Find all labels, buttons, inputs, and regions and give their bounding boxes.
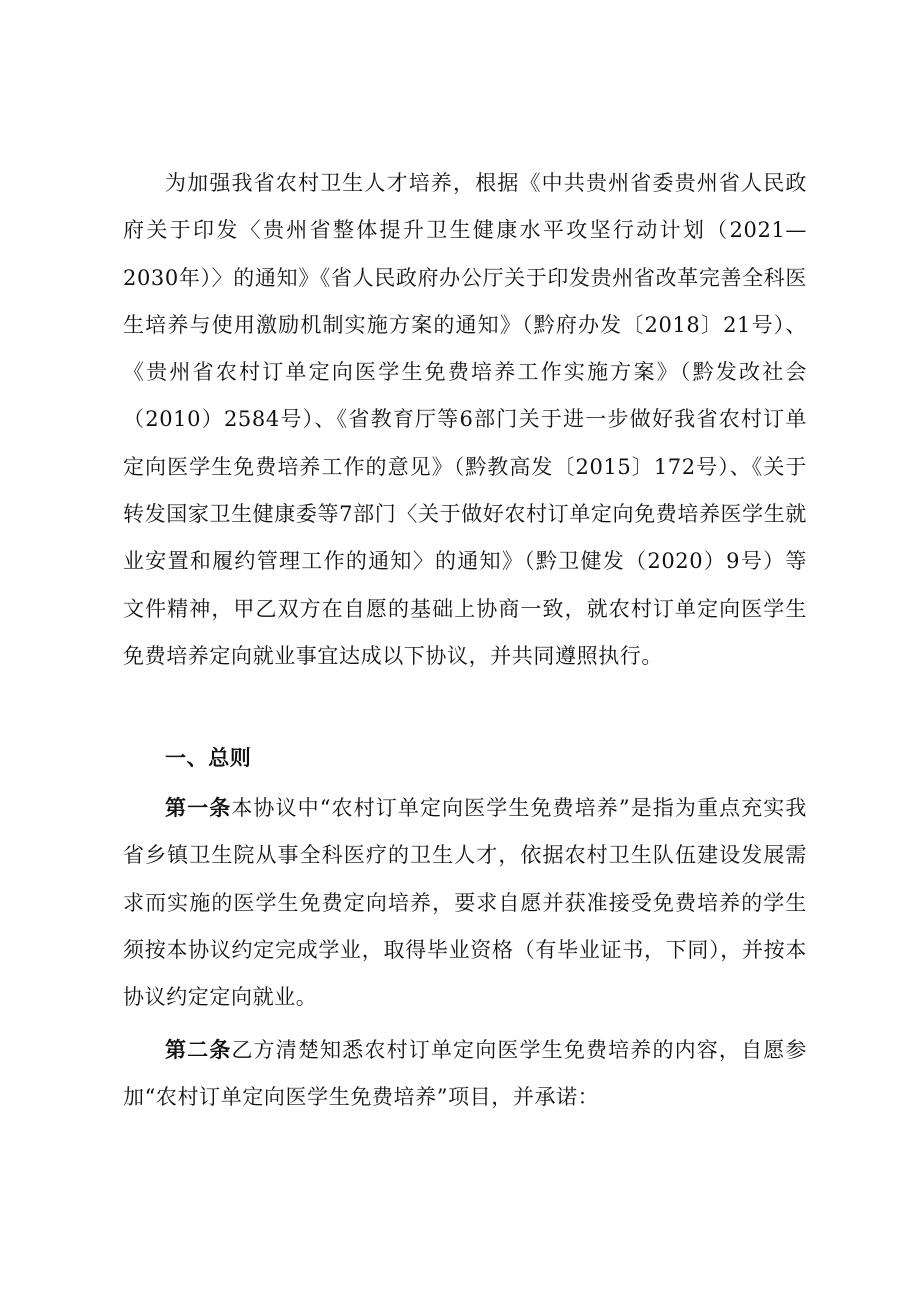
article-2-label: 第二条 (165, 1037, 232, 1062)
article-1-label: 第一条 (165, 795, 232, 820)
article-1-text: 本协议中“农村订单定向医学生免费培养”是指为重点充实我省乡镇卫生院从事全科医疗的卫生人才，依据农村卫生队伍建设发展需求而实施的医学生免费定向培养，要求自愿并获准接受免费培养的学生须按本协议约定完成学业，取得毕业资格（有毕业证书，下同），并按本协议约定定向就业。 (123, 796, 807, 1010)
section-heading-general: 一、总则 (165, 745, 252, 770)
preamble-paragraph: 为加强我省农村卫生人才培养，根据《中共贵州省委贵州省人民政府关于印发〈贵州省整体提升卫生健康水平攻坚行动计划（2021—2030年）〉的通知》《省人民政府办公厅关于印发贵州省改革完善全科医生培养与使用激励机制实施方案的通知》（黔府办发〔2018〕21号）、《贵州省农村订单定向医学生免费培养工作实施方案》（黔发改社会（2010）2584号）、《省教育厅等6部门关于进一步做好我省农村订单定向医学生免费培养工作的意见》（黔教高发〔2015〕172号）、《关于转发国家卫生健康委等7部门〈关于做好农村订单定向免费培养医学生就业安置和履约管理工作的通知〉的通知》（黔卫健发（2020）9号）等文件精神，甲乙双方在自愿的基础上协商一致，就农村订单定向医学生免费培养定向就业事宜达成以下协议，并共同遵照执行。 (123, 171, 807, 668)
article-2-text: 乙方清楚知悉农村订单定向医学生免费培养的内容，自愿参加“农村订单定向医学生免费培养”项目，并承诺： (123, 1038, 807, 1110)
article-2-paragraph (123, 1026, 807, 1122)
article-1-paragraph (123, 784, 807, 1021)
